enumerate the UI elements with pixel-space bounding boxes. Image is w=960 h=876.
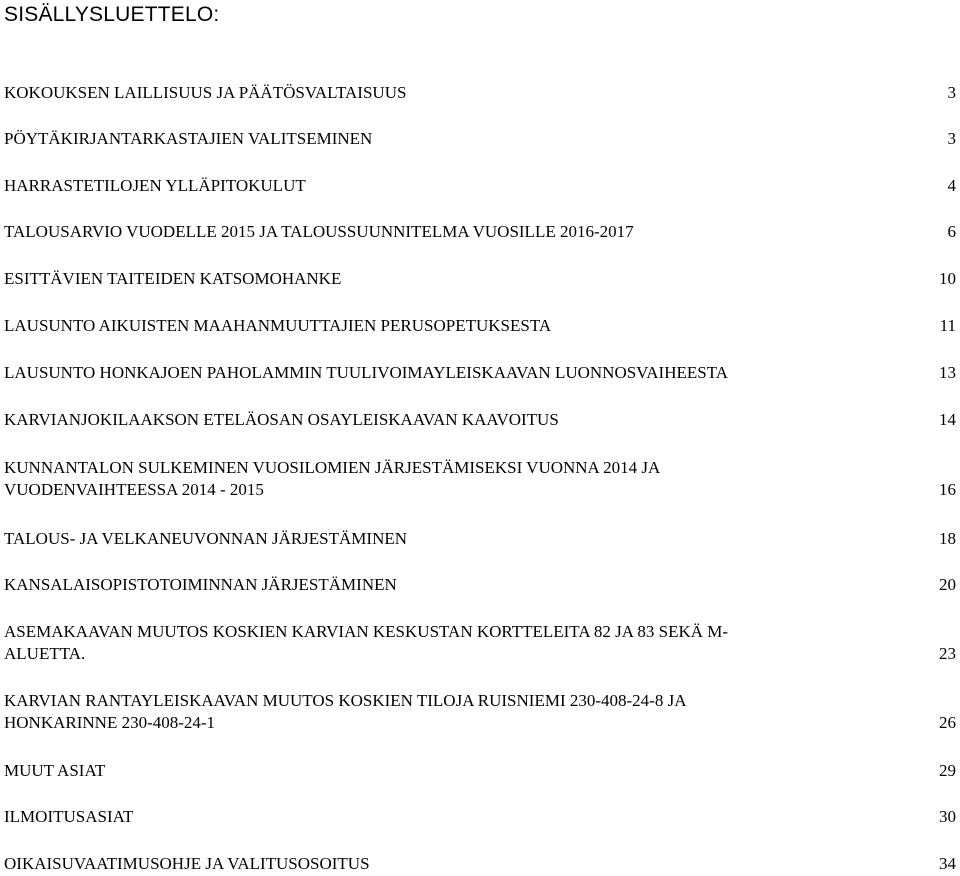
toc-entry-title-continuation: HONKARINNE 230-408-24-1 [4,713,216,732]
toc-entry-page-number: 6 [947,222,956,241]
toc-entry [4,690,956,734]
toc-entry-title-continuation: VUODENVAIHTEESSA 2014 - 2015 [4,480,264,499]
toc-entry-page-number: 30 [939,807,956,826]
toc-entry [4,362,956,384]
toc-entry-title: KUNNANTALON SULKEMINEN VUOSILOMIEN JÄRJESTÄMISEKSI VUONNA 2014 JA [4,458,661,477]
toc-entry [4,528,956,550]
toc-entry [4,82,956,104]
toc-entry-page-number: 4 [947,176,956,195]
toc-entry-title: TALOUSARVIO VUODELLE 2015 JA TALOUSSUUNNITELMA VUOSILLE 2016-2017 [4,222,634,241]
toc-entry [4,574,956,596]
toc-entry-title: KARVIAN RANTAYLEISKAAVAN MUUTOS KOSKIEN TILOJA RUISNIEMI 230-408-24-8 JA [4,691,687,710]
toc-entry [4,128,956,150]
toc-entry-title: ESITTÄVIEN TAITEIDEN KATSOMOHANKE [4,269,342,288]
toc-entry-page-number: 13 [939,363,956,382]
toc-entry-page-number: 34 [939,854,956,873]
toc-entry-page-number: 26 [939,713,956,732]
toc-entry-title: OIKAISUVAATIMUSOHJE JA VALITUSOSOITUS [4,854,370,873]
toc-entry-title: ILMOITUSASIAT [4,807,134,826]
toc-entry-title: KANSALAISOPISTOTOIMINNAN JÄRJESTÄMINEN [4,575,397,594]
toc-entry-page-number: 11 [939,316,956,335]
page-title: SISÄLLYSLUETTELO: [4,3,220,26]
toc-entry [4,760,956,782]
toc-entry [4,315,956,337]
toc-entry-title: TALOUS- JA VELKANEUVONNAN JÄRJESTÄMINEN [4,529,408,548]
toc-entry-title: KARVIANJOKILAAKSON ETELÄOSAN OSAYLEISKAAVAN KAAVOITUS [4,410,559,429]
toc-entry [4,409,956,431]
toc-entry-page-number: 20 [939,575,956,594]
toc-entry [4,853,956,875]
toc-entry [4,806,956,828]
toc-entry-title: MUUT ASIAT [4,761,106,780]
toc-entry-title-continuation: ALUETTA. [4,644,86,663]
toc-entry-title: LAUSUNTO HONKAJOEN PAHOLAMMIN TUULIVOIMAYLEISKAAVAN LUONNOSVAIHEESTA [4,363,729,382]
toc-entry-page-number: 3 [947,129,956,148]
toc-entry-page-number: 16 [939,480,956,499]
toc-entry-page-number: 29 [939,761,956,780]
toc-entry [4,175,956,197]
toc-entry-page-number: 10 [939,269,956,288]
toc-entry-page-number: 23 [939,644,956,663]
toc-entry-title: PÖYTÄKIRJANTARKASTAJIEN VALITSEMINEN [4,129,373,148]
toc-entry-title: ASEMAKAAVAN MUUTOS KOSKIEN KARVIAN KESKUSTAN KORTTELEITA 82 JA 83 SEKÄ M- [4,622,729,641]
toc-entry-page-number: 3 [947,83,956,102]
toc-entry-page-number: 18 [939,529,956,548]
toc-entry-title: KOKOUKSEN LAILLISUUS JA PÄÄTÖSVALTAISUUS [4,83,407,102]
toc-entry [4,268,956,290]
toc-entry [4,457,956,501]
toc-entry-title: HARRASTETILOJEN YLLÄPITOKULUT [4,176,306,195]
toc-entry [4,621,956,665]
toc-entry [4,221,956,243]
toc-entry-title: LAUSUNTO AIKUISTEN MAAHANMUUTTAJIEN PERUSOPETUKSESTA [4,316,552,335]
toc-entry-page-number: 14 [939,410,956,429]
